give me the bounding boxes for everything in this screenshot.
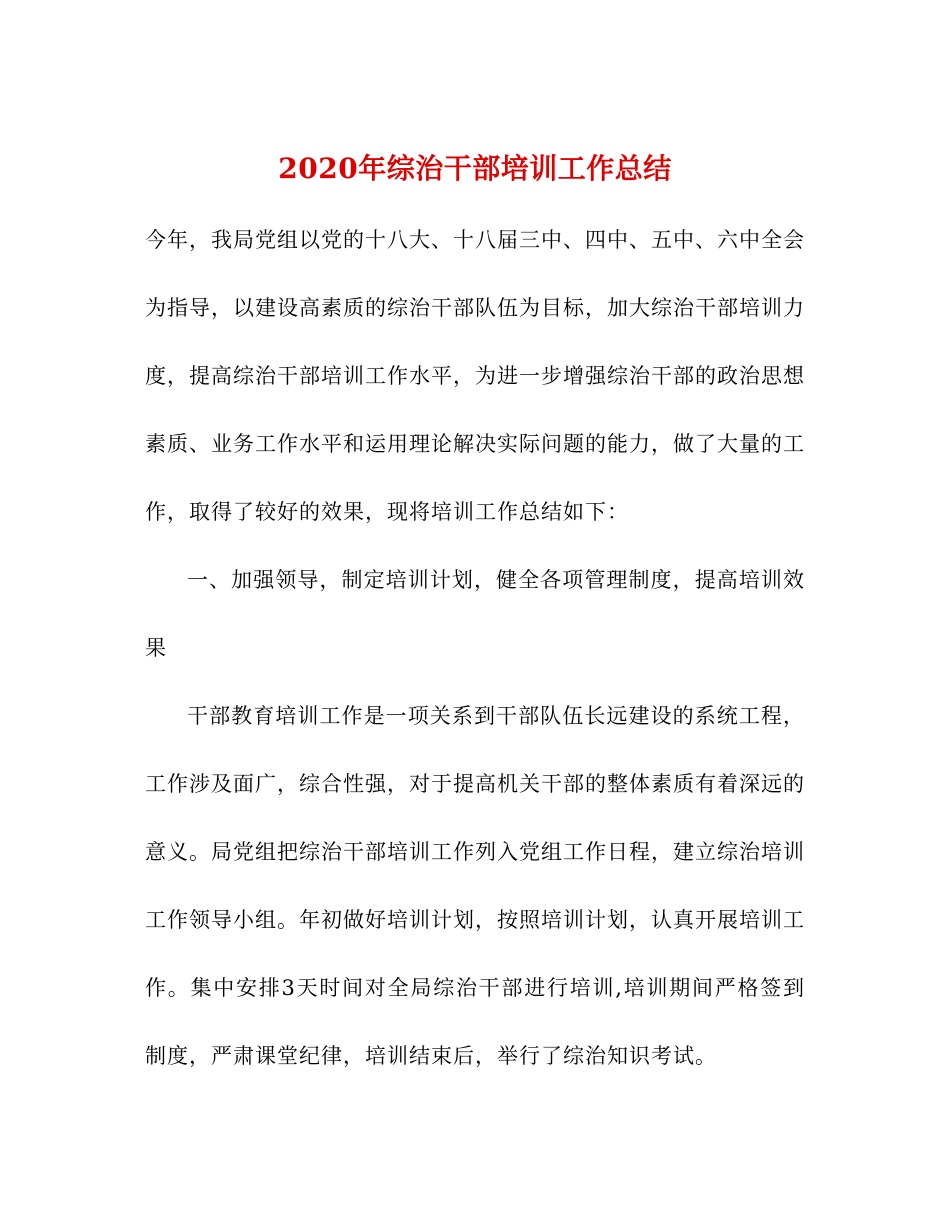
document-title: 2020年综治干部培训工作总结: [278, 151, 672, 185]
paragraph-intro: 今年，我局党组以党的十八大、十八届三中、四中、五中、六中全会为指导，以建设高素质的综治干部队伍为目标，加大综治干部培训力度，提高综治干部培训工作水平，为进一步增强综治干部的政治思想素质、业务工作水平和运用理论解决实际问题的能力，做了大量的工作，取得了较好的效果，现将培训工作总结如下：: [145, 228, 805, 524]
section-heading-1: 一、加强领导，制定培训计划，健全各项管理制度，提高培训效果: [145, 568, 805, 660]
document-body: [145, 206, 805, 1090]
paragraph-section-1: 干部教育培训工作是一项关系到干部队伍长远建设的系统工程，工作涉及面广，综合性强，对于提高机关干部的整体素质有着深远的意义。局党组把综治干部培训工作列入党组工作日程，建立综治培训工作领导小组。年初做好培训计划，按照培训计划，认真开展培训工作。集中安排3天时间对全局综治干部进行培训,培训期间严格签到制度，严肃课堂纪律，培训结束后，举行了综治知识考试。: [145, 704, 805, 1068]
